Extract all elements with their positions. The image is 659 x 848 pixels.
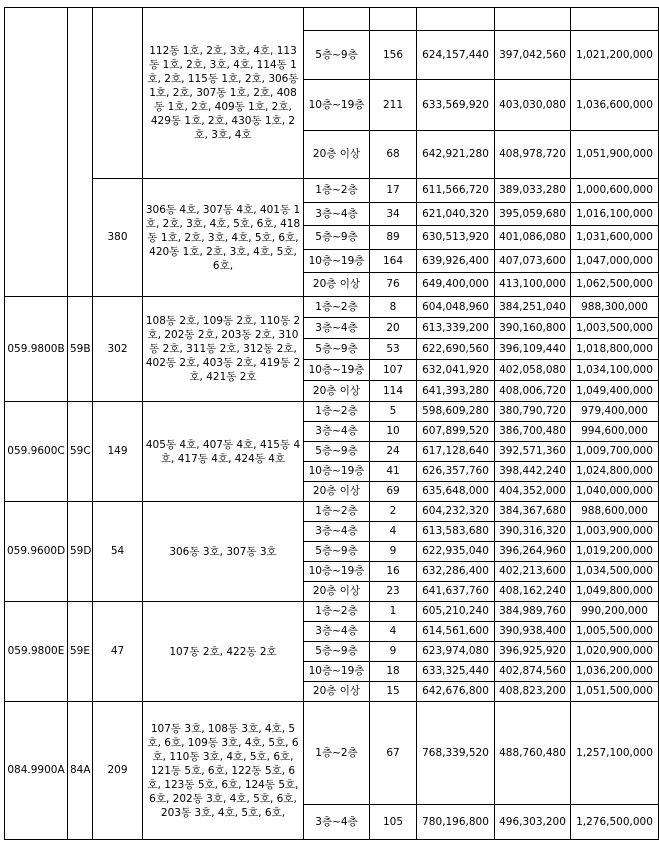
price1-cell: 624,157,440 <box>417 31 495 80</box>
floor-cell: 20층 이상 <box>304 131 370 179</box>
total-cell: 1,036,600,000 <box>571 80 659 131</box>
price2-cell: 384,989,760 <box>495 602 571 622</box>
count-cell: 105 <box>370 805 417 840</box>
table-row <box>5 402 659 422</box>
total-cell: 1,047,000,000 <box>571 250 659 273</box>
price1-cell: 604,232,320 <box>417 502 495 522</box>
price-table <box>4 7 659 840</box>
price1-cell: 623,974,080 <box>417 642 495 662</box>
price2-cell: 408,006,720 <box>495 381 571 402</box>
price1-cell: 768,339,520 <box>417 702 495 805</box>
price2-cell: 401,086,080 <box>495 226 571 250</box>
total-cell: 1,000,600,000 <box>571 179 659 203</box>
total-cell: 1,257,100,000 <box>571 702 659 805</box>
count-cell: 9 <box>370 642 417 662</box>
price2-cell: 408,823,200 <box>495 682 571 702</box>
total-cell: 994,600,000 <box>571 422 659 442</box>
count-cell: 4 <box>370 622 417 642</box>
units-cell: 112동 1호, 2호, 3호, 4호, 113동 1호, 2호, 3호, 4호, 114동 1호, 2호, 115동 1호, 2호, 306동 1호, 2호, 307동 1호, 2호, 408동 1호, 2호, 409동 1호, 2호, 429동 1호, 2호, 430동 1호, 2호, 3호, 4호 <box>143 8 304 179</box>
floor-cell: 10층~19층 <box>304 462 370 482</box>
floor-cell: 3층~4층 <box>304 805 370 840</box>
price1-cell <box>417 8 495 31</box>
price2-cell: 402,213,600 <box>495 562 571 582</box>
total-cell: 1,276,500,000 <box>571 805 659 840</box>
type-short-cell: 59D <box>68 502 93 602</box>
price1-cell: 641,393,280 <box>417 381 495 402</box>
total-cell: 990,200,000 <box>571 602 659 622</box>
floor-cell: 1층~2층 <box>304 179 370 203</box>
count-cell <box>370 8 417 31</box>
unit-count-cell <box>93 8 143 179</box>
total-cell: 1,019,200,000 <box>571 542 659 562</box>
total-cell: 1,020,900,000 <box>571 642 659 662</box>
price1-cell: 605,210,240 <box>417 602 495 622</box>
table-row <box>5 502 659 522</box>
floor-cell: 5층~9층 <box>304 226 370 250</box>
units-cell: 108동 2호, 109동 2호, 110동 2호, 202동 2호, 203동 2호, 310동 2호, 311동 2호, 312동 2호, 402동 2호, 403동 2호, 419동 2호, 421동 2호 <box>143 297 304 402</box>
floor-cell <box>304 8 370 31</box>
count-cell: 41 <box>370 462 417 482</box>
price1-cell: 611,566,720 <box>417 179 495 203</box>
count-cell: 15 <box>370 682 417 702</box>
unit-count-cell: 302 <box>93 297 143 402</box>
total-cell: 1,062,500,000 <box>571 273 659 297</box>
price1-cell: 642,676,800 <box>417 682 495 702</box>
floor-cell: 10층~19층 <box>304 662 370 682</box>
total-cell: 1,016,100,000 <box>571 203 659 226</box>
total-cell: 1,024,800,000 <box>571 462 659 482</box>
floor-cell: 20층 이상 <box>304 482 370 502</box>
type-short-cell <box>68 8 93 297</box>
total-cell: 1,049,400,000 <box>571 381 659 402</box>
total-cell: 1,003,900,000 <box>571 522 659 542</box>
price2-cell: 398,442,240 <box>495 462 571 482</box>
price2-cell: 386,700,480 <box>495 422 571 442</box>
type-code-cell: 084.9900A <box>5 702 68 840</box>
total-cell: 1,049,800,000 <box>571 582 659 602</box>
floor-cell: 1층~2층 <box>304 502 370 522</box>
floor-cell: 1층~2층 <box>304 702 370 805</box>
price2-cell: 395,059,680 <box>495 203 571 226</box>
price2-cell: 390,938,400 <box>495 622 571 642</box>
price1-cell: 639,926,400 <box>417 250 495 273</box>
count-cell: 67 <box>370 702 417 805</box>
floor-cell: 5층~9층 <box>304 442 370 462</box>
table-row <box>5 602 659 622</box>
count-cell: 5 <box>370 402 417 422</box>
units-cell: 405동 4호, 407동 4호, 415동 4호, 417동 4호, 424동 4호 <box>143 402 304 502</box>
type-short-cell: 84A <box>68 702 93 840</box>
type-short-cell: 59B <box>68 297 93 402</box>
price1-cell: 641,637,760 <box>417 582 495 602</box>
price1-cell: 642,921,280 <box>417 131 495 179</box>
floor-cell: 3층~4층 <box>304 422 370 442</box>
price2-cell: 384,251,040 <box>495 297 571 318</box>
price1-cell: 604,048,960 <box>417 297 495 318</box>
count-cell: 107 <box>370 360 417 381</box>
floor-cell: 5층~9층 <box>304 642 370 662</box>
units-cell: 107동 3호, 108동 3호, 4호, 5호, 6호, 109동 3호, 4호, 5호, 6호, 110동 3호, 4호, 5호, 6호, 121동 5호, 6호, 122동 5호, 6호, 123동 5호, 6호, 124동 5호, 6호, 202동 3호, 4호, 5호, 6호, 203동 3호, 4호, 5호, 6호, <box>143 702 304 840</box>
price1-cell: 633,325,440 <box>417 662 495 682</box>
floor-cell: 5층~9층 <box>304 31 370 80</box>
price1-cell: 635,648,000 <box>417 482 495 502</box>
count-cell: 20 <box>370 318 417 339</box>
price2-cell: 407,073,600 <box>495 250 571 273</box>
count-cell: 211 <box>370 80 417 131</box>
price1-cell: 598,609,280 <box>417 402 495 422</box>
table-row <box>5 8 659 31</box>
floor-cell: 1층~2층 <box>304 602 370 622</box>
floor-cell: 20층 이상 <box>304 682 370 702</box>
price2-cell: 488,760,480 <box>495 702 571 805</box>
count-cell: 8 <box>370 297 417 318</box>
floor-cell: 20층 이상 <box>304 381 370 402</box>
total-cell: 988,300,000 <box>571 297 659 318</box>
type-code-cell <box>5 8 68 297</box>
unit-count-cell: 380 <box>93 179 143 297</box>
price1-cell: 649,400,000 <box>417 273 495 297</box>
price2-cell: 390,160,800 <box>495 318 571 339</box>
price2-cell: 408,978,720 <box>495 131 571 179</box>
total-cell: 1,003,500,000 <box>571 318 659 339</box>
count-cell: 17 <box>370 179 417 203</box>
unit-count-cell: 149 <box>93 402 143 502</box>
type-code-cell: 059.9600D <box>5 502 68 602</box>
price2-cell: 397,042,560 <box>495 31 571 80</box>
unit-count-cell: 209 <box>93 702 143 840</box>
unit-count-cell: 54 <box>93 502 143 602</box>
price2-cell: 390,316,320 <box>495 522 571 542</box>
floor-cell: 10층~19층 <box>304 250 370 273</box>
count-cell: 1 <box>370 602 417 622</box>
price1-cell: 613,583,680 <box>417 522 495 542</box>
count-cell: 2 <box>370 502 417 522</box>
count-cell: 16 <box>370 562 417 582</box>
total-cell: 1,021,200,000 <box>571 31 659 80</box>
count-cell: 76 <box>370 273 417 297</box>
total-cell: 1,034,100,000 <box>571 360 659 381</box>
type-short-cell: 59E <box>68 602 93 702</box>
floor-cell: 3층~4층 <box>304 203 370 226</box>
total-cell: 1,051,900,000 <box>571 131 659 179</box>
price2-cell: 403,030,080 <box>495 80 571 131</box>
count-cell: 34 <box>370 203 417 226</box>
price1-cell: 633,569,920 <box>417 80 495 131</box>
price1-cell: 626,357,760 <box>417 462 495 482</box>
type-code-cell: 059.9600C <box>5 402 68 502</box>
price1-cell: 622,935,040 <box>417 542 495 562</box>
floor-cell: 10층~19층 <box>304 360 370 381</box>
floor-cell: 10층~19층 <box>304 562 370 582</box>
floor-cell: 1층~2층 <box>304 402 370 422</box>
price2-cell: 404,352,000 <box>495 482 571 502</box>
count-cell: 4 <box>370 522 417 542</box>
floor-cell: 10층~19층 <box>304 80 370 131</box>
floor-cell: 5층~9층 <box>304 542 370 562</box>
floor-cell: 3층~4층 <box>304 522 370 542</box>
count-cell: 156 <box>370 31 417 80</box>
floor-cell: 1층~2층 <box>304 297 370 318</box>
total-cell: 979,400,000 <box>571 402 659 422</box>
price2-cell: 396,109,440 <box>495 339 571 360</box>
price2-cell: 496,303,200 <box>495 805 571 840</box>
count-cell: 89 <box>370 226 417 250</box>
units-cell: 107동 2호, 422동 2호 <box>143 602 304 702</box>
units-cell: 306동 3호, 307동 3호 <box>143 502 304 602</box>
price1-cell: 621,040,320 <box>417 203 495 226</box>
floor-cell: 3층~4층 <box>304 622 370 642</box>
price2-cell: 384,367,680 <box>495 502 571 522</box>
total-cell: 1,009,700,000 <box>571 442 659 462</box>
count-cell: 9 <box>370 542 417 562</box>
count-cell: 24 <box>370 442 417 462</box>
total-cell: 1,036,200,000 <box>571 662 659 682</box>
price2-cell <box>495 8 571 31</box>
price2-cell: 413,100,000 <box>495 273 571 297</box>
price1-cell: 607,899,520 <box>417 422 495 442</box>
price2-cell: 396,925,920 <box>495 642 571 662</box>
table-row <box>5 179 659 203</box>
count-cell: 18 <box>370 662 417 682</box>
count-cell: 164 <box>370 250 417 273</box>
price1-cell: 632,041,920 <box>417 360 495 381</box>
total-cell: 1,034,500,000 <box>571 562 659 582</box>
unit-count-cell: 47 <box>93 602 143 702</box>
count-cell: 53 <box>370 339 417 360</box>
price2-cell: 408,162,240 <box>495 582 571 602</box>
price2-cell: 402,874,560 <box>495 662 571 682</box>
total-cell: 1,018,800,000 <box>571 339 659 360</box>
price1-cell: 617,128,640 <box>417 442 495 462</box>
price2-cell: 389,033,280 <box>495 179 571 203</box>
total-cell: 988,600,000 <box>571 502 659 522</box>
price1-cell: 780,196,800 <box>417 805 495 840</box>
count-cell: 23 <box>370 582 417 602</box>
price1-cell: 614,561,600 <box>417 622 495 642</box>
floor-cell: 20층 이상 <box>304 582 370 602</box>
type-code-cell: 059.9800B <box>5 297 68 402</box>
total-cell <box>571 8 659 31</box>
floor-cell: 5층~9층 <box>304 339 370 360</box>
price2-cell: 392,571,360 <box>495 442 571 462</box>
units-cell: 306동 4호, 307동 4호, 401동 1호, 2호, 3호, 4호, 5호, 6호, 418동 1호, 2호, 3호, 4호, 5호, 6호, 420동 1호, 2호, 3호, 4호, 5호, 6호, <box>143 179 304 297</box>
price2-cell: 396,264,960 <box>495 542 571 562</box>
price2-cell: 402,058,080 <box>495 360 571 381</box>
count-cell: 68 <box>370 131 417 179</box>
price1-cell: 632,286,400 <box>417 562 495 582</box>
table-row <box>5 702 659 805</box>
price1-cell: 613,339,200 <box>417 318 495 339</box>
floor-cell: 3층~4층 <box>304 318 370 339</box>
count-cell: 10 <box>370 422 417 442</box>
total-cell: 1,040,000,000 <box>571 482 659 502</box>
type-code-cell: 059.9800E <box>5 602 68 702</box>
total-cell: 1,031,600,000 <box>571 226 659 250</box>
type-short-cell: 59C <box>68 402 93 502</box>
total-cell: 1,005,500,000 <box>571 622 659 642</box>
price2-cell: 380,790,720 <box>495 402 571 422</box>
price1-cell: 630,513,920 <box>417 226 495 250</box>
floor-cell: 20층 이상 <box>304 273 370 297</box>
total-cell: 1,051,500,000 <box>571 682 659 702</box>
count-cell: 69 <box>370 482 417 502</box>
table-row <box>5 297 659 318</box>
count-cell: 114 <box>370 381 417 402</box>
price1-cell: 622,690,560 <box>417 339 495 360</box>
